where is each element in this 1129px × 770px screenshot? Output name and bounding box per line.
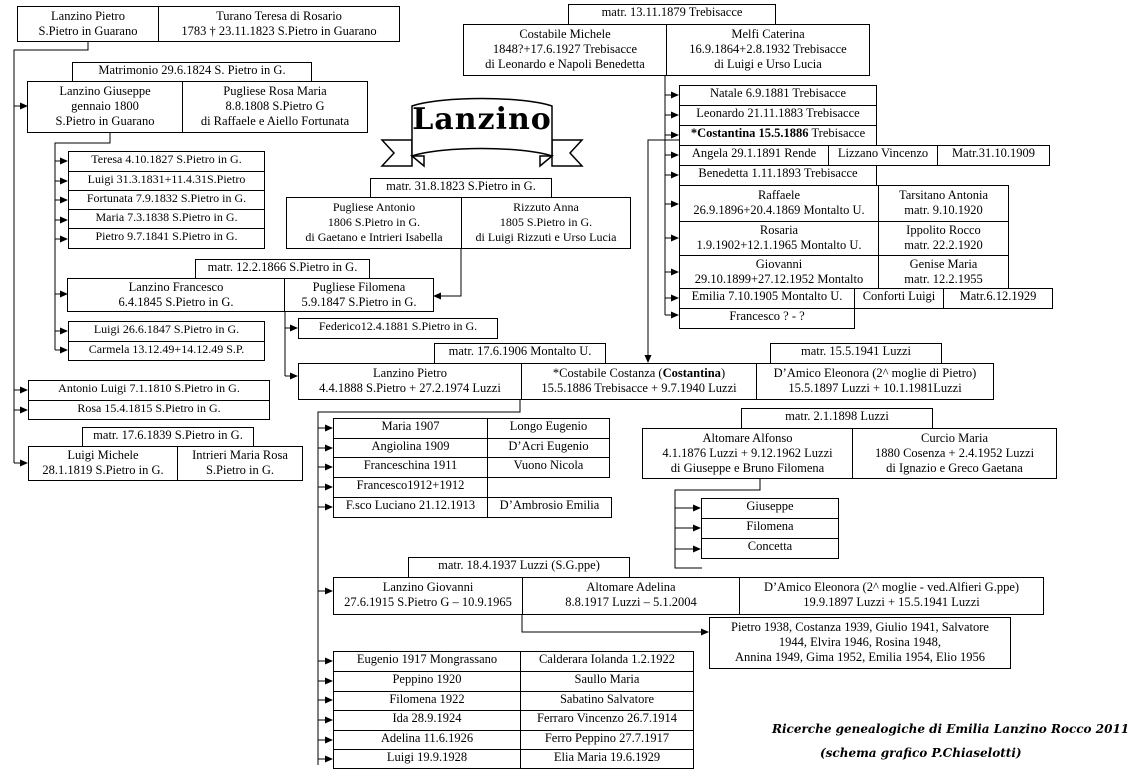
spouse-ferraro: Ferraro Vincenzo 26.7.1914	[520, 710, 694, 731]
kid-franceschina: Franceschina 1911	[333, 457, 488, 478]
child-giuseppe: Giuseppe	[701, 498, 839, 519]
marriage-1937: matr. 18.4.1937 Luzzi (S.G.ppe)	[408, 557, 630, 578]
child-luigi-1847: Luigi 26.6.1847 S.Pietro in G.	[68, 321, 265, 342]
credit-research: Ricerche genealogiche di Emilia Lanzino Rocco 2011	[772, 722, 1129, 736]
spouse-lizzano: Lizzano Vincenzo	[828, 145, 938, 166]
child-francesco: Francesco ? - ?	[679, 308, 855, 329]
person-rizzuto-anna: Rizzuto Anna 1805 S.Pietro in G. di Luigi Rizzuti e Urso Lucia	[461, 197, 631, 249]
matr-1909: Matr.31.10.1909	[937, 145, 1050, 166]
person-damico-eleonora: D’Amico Eleonora (2^ moglie di Pietro) 15.5.1897 Luzzi + 10.1.1981Luzzi	[756, 363, 994, 400]
child-federico: Federico12.4.1881 S.Pietro in G.	[298, 318, 498, 339]
person-lanzino-giovanni: Lanzino Giovanni 27.6.1915 S.Pietro G – 10.9.1965	[333, 577, 523, 615]
person-pugliese-filomena: Pugliese Filomena 5.9.1847 S.Pietro in G.	[284, 278, 434, 312]
marriage-1941: matr. 15.5.1941 Luzzi	[770, 343, 942, 364]
person-damico-eleonora-2: D’Amico Eleonora (2^ moglie - ved.Alfieri G.ppe) 19.9.1897 Luzzi + 15.5.1941 Luzzi	[739, 577, 1044, 615]
person-melfi-caterina: Melfi Caterina 16.9.1864+2.8.1932 Trebisacce di Luigi e Urso Lucia	[666, 24, 870, 76]
spouse-sabatino: Sabatino Salvatore	[520, 691, 694, 711]
kid-maria-1907: Maria 1907	[333, 418, 488, 439]
person-lanzino-pietro-1888: Lanzino Pietro 4.4.1888 S.Pietro + 27.2.1974 Luzzi	[298, 363, 522, 400]
kid-adelina-1926: Adelina 11.6.1926	[333, 730, 521, 750]
marriage-1839: matr. 17.6.1839 S.Pietro in G.	[82, 427, 254, 447]
kid-fsco-luciano: F.sco Luciano 21.12.1913	[333, 497, 488, 518]
spouse-longo-eugenio: Longo Eugenio	[487, 418, 610, 439]
marriage-1879: matr. 13.11.1879 Trebisacce	[568, 4, 776, 25]
child-antonio-luigi: Antonio Luigi 7.1.1810 S.Pietro in G.	[28, 380, 270, 401]
spouse-genise: Genise Maria matr. 12.2.1955	[878, 255, 1009, 289]
child-concetta: Concetta	[701, 538, 839, 559]
child-costantina: *Costantina 15.5.1886 Trebisacce	[679, 125, 877, 146]
kid-francesco-1912: Francesco1912+1912	[333, 477, 488, 498]
person-altomare-adelina: Altomare Adelina 8.8.1917 Luzzi – 5.1.2004	[522, 577, 740, 615]
marriage-1824: Matrimonio 29.6.1824 S. Pietro in G.	[72, 62, 312, 82]
person-pugliese-antonio: Pugliese Antonio 1806 S.Pietro in G. di Gaetano e Intrieri Isabella	[286, 197, 462, 249]
kid-peppino: Peppino 1920	[333, 671, 521, 692]
spouse-dacri-eugenio: D’Acri Eugenio	[487, 438, 610, 458]
person-costabile-costanza: *Costabile Costanza (Costantina) 15.5.1886 Trebisacce + 9.7.1940 Luzzi	[521, 363, 757, 400]
person-altomare-alfonso: Altomare Alfonso 4.1.1876 Luzzi + 9.12.1962 Luzzi di Giuseppe e Bruno Filomena	[642, 428, 853, 479]
child-leonardo: Leonardo 21.11.1883 Trebisacce	[679, 105, 877, 126]
child-luigi-1831: Luigi 31.3.1831+11.4.31S.Pietro	[68, 171, 265, 191]
child-benedetta: Benedetta 1.11.1893 Trebisacce	[679, 165, 877, 186]
person-curcio-maria: Curcio Maria 1880 Cosenza + 2.4.1952 Luzzi di Ignazio e Greco Gaetana	[852, 428, 1057, 479]
child-angela: Angela 29.1.1891 Rende	[679, 145, 829, 166]
child-carmela: Carmela 13.12.49+14.12.49 S.P.	[68, 341, 265, 361]
spouse-dambrosio-emilia: D’Ambrosio Emilia	[487, 497, 612, 518]
spouse-conforti: Conforti Luigi	[854, 288, 944, 309]
kid-luigi-1928: Luigi 19.9.1928	[333, 749, 521, 769]
marriage-1823: matr. 31.8.1823 S.Pietro in G.	[370, 178, 552, 198]
child-rosa: Rosa 15.4.1815 S.Pietro in G.	[28, 400, 270, 420]
kid-ida: Ida 28.9.1924	[333, 710, 521, 731]
person-lanzino-giuseppe: Lanzino Giuseppe gennaio 1800 S.Pietro in Guarano	[27, 81, 183, 133]
title: Lanzino	[412, 102, 552, 137]
kid-eugenio: Eugenio 1917 Mongrassano	[333, 651, 521, 672]
person-luigi-michele: Luigi Michele 28.1.1819 S.Pietro in G.	[28, 446, 178, 481]
spouse-elia: Elia Maria 19.6.1929	[520, 749, 694, 769]
child-rosaria: Rosaria 1.9.1902+12.1.1965 Montalto U.	[679, 221, 879, 256]
credit-design: (schema grafico P.Chiaselotti)	[820, 746, 1022, 760]
person-lanzino-pietro: Lanzino Pietro S.Pietro in Guarano	[17, 6, 159, 42]
marriage-1866: matr. 12.2.1866 S.Pietro in G.	[195, 259, 370, 279]
spouse-ferro: Ferro Peppino 27.7.1917	[520, 730, 694, 750]
child-filomena: Filomena	[701, 518, 839, 539]
child-fortunata: Fortunata 7.9.1832 S.Pietro in G.	[68, 190, 265, 210]
person-pugliese-rosa-maria: Pugliese Rosa Maria 8.8.1808 S.Pietro G di Raffaele e Aiello Fortunata	[182, 81, 368, 133]
marriage-1906: matr. 17.6.1906 Montalto U.	[434, 343, 606, 364]
child-pietro-1841: Pietro 9.7.1841 S.Pietro in G.	[68, 228, 265, 249]
marriage-1898: matr. 2.1.1898 Luzzi	[741, 408, 933, 429]
child-maria: Maria 7.3.1838 S.Pietro in G.	[68, 209, 265, 229]
child-natale: Natale 6.9.1881 Trebisacce	[679, 85, 877, 106]
person-turano-teresa: Turano Teresa di Rosario 1783 † 23.11.1823 S.Pietro in Guarano	[158, 6, 400, 42]
spouse-calderara: Calderara Iolanda 1.2.1922	[520, 651, 694, 672]
spouse-tarsitano: Tarsitano Antonia matr. 9.10.1920	[878, 185, 1009, 222]
child-teresa: Teresa 4.10.1827 S.Pietro in G.	[68, 151, 265, 172]
person-lanzino-francesco: Lanzino Francesco 6.4.1845 S.Pietro in G.	[67, 278, 285, 312]
child-raffaele: Raffaele 26.9.1896+20.4.1869 Montalto U.	[679, 185, 879, 222]
child-emilia: Emilia 7.10.1905 Montalto U.	[679, 288, 855, 309]
kid-filomena-1922: Filomena 1922	[333, 691, 521, 711]
person-intrieri-maria-rosa: Intrieri Maria Rosa S.Pietro in G.	[177, 446, 303, 481]
kid-angiolina: Angiolina 1909	[333, 438, 488, 458]
spouse-saullo: Saullo Maria	[520, 671, 694, 692]
child-giovanni-1899: Giovanni 29.10.1899+27.12.1952 Montalto	[679, 255, 879, 289]
person-costabile-michele: Costabile Michele 1848?+17.6.1927 Trebisacce di Leonardo e Napoli Benedetta	[463, 24, 667, 76]
spouse-vuono-nicola: Vuono Nicola	[487, 457, 610, 478]
grandchildren-list: Pietro 1938, Costanza 1939, Giulio 1941, Salvatore 1944, Elvira 1946, Rosina 1948, Annina 1949, Gima 1952, Emilia 1954, Elio 1956	[709, 617, 1011, 669]
matr-1929: Matr.6.12.1929	[943, 288, 1053, 309]
spouse-ippolito: Ippolito Rocco matr. 22.2.1920	[878, 221, 1009, 256]
